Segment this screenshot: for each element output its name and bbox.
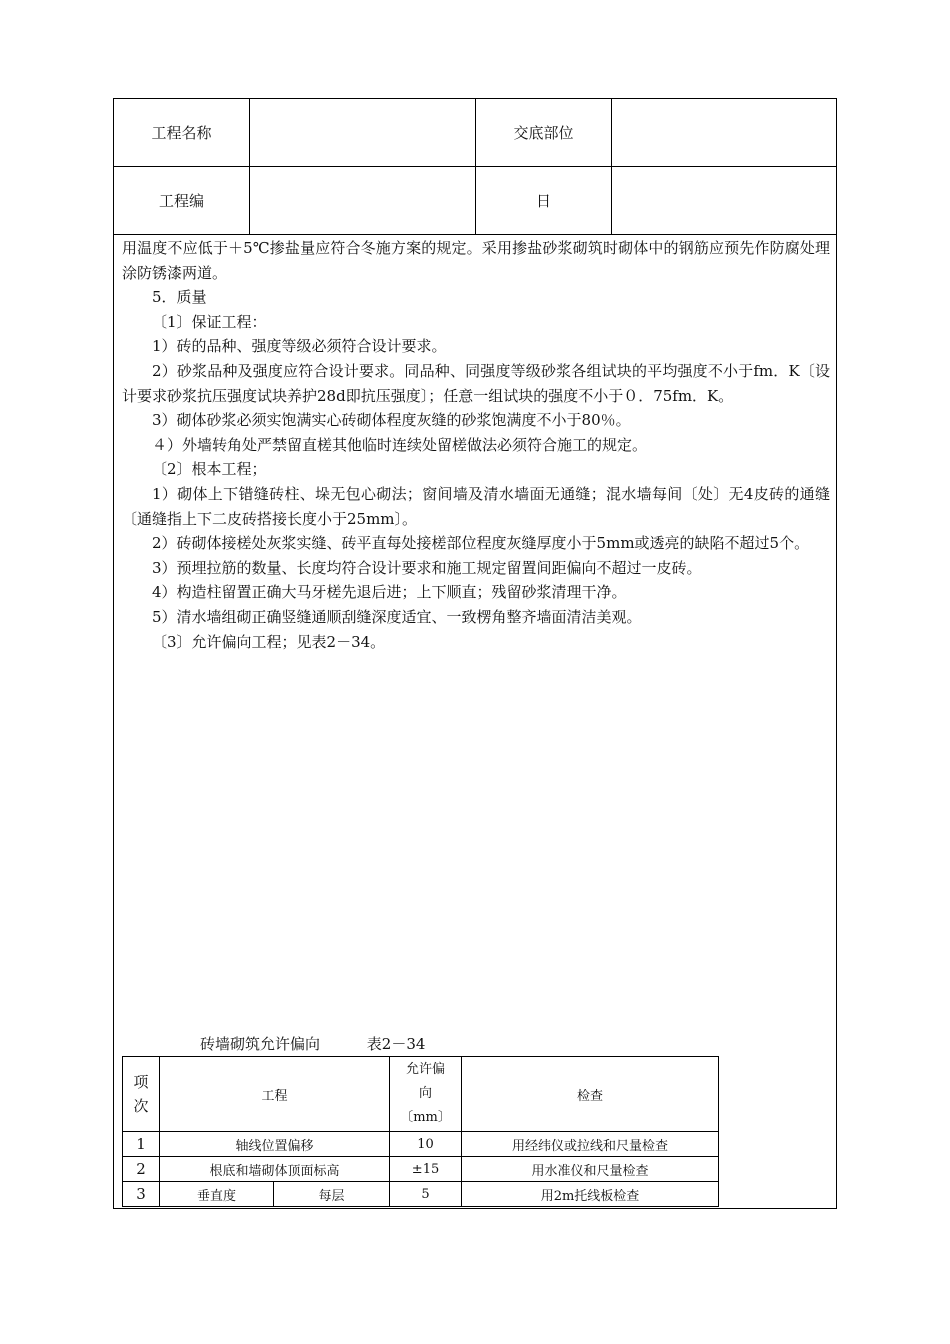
table-caption [200, 1033, 425, 1054]
paragraph: 用温度不应低于＋5℃掺盐量应符合冬施方案的规定。采用掺盐砂浆砌筑时砌体中的钢筋应预先作防腐处理涂防锈漆两道。 [122, 239, 830, 282]
row-tolerance: 10 [390, 1132, 462, 1157]
date-label: 日 [476, 167, 612, 234]
table-row [123, 1182, 719, 1207]
paragraph: 2）砂浆品种及强度应符合设计要求。同品种、同强度等级砂浆各组试块的平均强度不小于fm．K〔设计要求砂浆抗压强度试块养护28d即抗压强度〕；任意一组试块的强度不小于０．75fm．K。 [122, 361, 830, 405]
paragraph: 2）砖砌体接槎处灰浆实缝、砖平直每处接槎部位程度灰缝厚度小于5mm或透亮的缺陷不超过5个。 [152, 534, 810, 553]
row-inspection: 用水准仪和尺量检查 [462, 1157, 719, 1182]
row-inspection: 用2m托线板检查 [462, 1182, 719, 1207]
table-row [123, 1132, 719, 1157]
header-inspection: 检查 [462, 1057, 719, 1132]
paragraph: ４）外墙转角处严禁留直槎其他临时连续处留槎做法必须符合施工的规定。 [152, 435, 648, 454]
project-name-label: 工程名称 [114, 99, 250, 166]
row-project: 轴线位置偏移 [160, 1132, 390, 1157]
deviation-table [122, 1056, 719, 1207]
header-item-no: 项 次 [123, 1057, 160, 1132]
row-tolerance: 5 [390, 1182, 462, 1207]
subsection-heading: 〔3〕允许偏向工程；见表2－34。 [152, 632, 386, 651]
row-no: 2 [123, 1157, 160, 1182]
table-header-row [123, 1057, 719, 1132]
row-inspection: 用经纬仪或拉线和尺量检查 [462, 1132, 719, 1157]
row-project-main: 垂直度 [160, 1182, 274, 1207]
paragraph: 3）预埋拉筋的数量、长度均符合设计要求和施工规定留置间距偏向不超过一皮砖。 [152, 558, 702, 577]
table-title: 砖墙砌筑允许偏向 [200, 1035, 321, 1053]
row-no: 1 [123, 1132, 160, 1157]
date-value [612, 167, 836, 234]
row-tolerance: ±15 [390, 1157, 462, 1182]
paragraph: 1）砖的品种、强度等级必须符合设计要求。 [152, 337, 447, 356]
subsection-heading: 〔2〕根本工程； [152, 460, 267, 479]
header-row-1 [114, 99, 836, 167]
project-number-value [250, 167, 476, 234]
paragraph: 4）构造柱留置正确大马牙槎先退后进；上下顺直；残留砂浆清理干净。 [152, 583, 627, 602]
paragraph: 3）砌体砂浆必须实饱满实心砖砌体程度灰缝的砂浆饱满度不小于80％。 [152, 411, 631, 430]
project-name-value [250, 99, 476, 166]
subsection-heading: 〔1〕保证工程： [152, 312, 267, 331]
table-number: 表2－34 [366, 1035, 426, 1053]
header-project: 工程 [160, 1057, 390, 1132]
row-no: 3 [123, 1182, 160, 1207]
section-heading: 5．质量 [152, 288, 207, 307]
disclosure-section-value [612, 99, 836, 166]
header-tolerance: 允许偏 向 〔mm〕 [390, 1057, 462, 1132]
disclosure-section-label: 交底部位 [476, 99, 612, 166]
body-text [122, 236, 830, 654]
header-row-2 [114, 167, 836, 235]
row-project: 根底和墙砌体顶面标高 [160, 1157, 390, 1182]
table-row [123, 1157, 719, 1182]
project-number-label: 工程编 [114, 167, 250, 234]
row-project-sub: 每层 [274, 1182, 390, 1207]
paragraph: 1）砌体上下错缝砖柱、垛无包心砌法；窗间墙及清水墙面无通缝；混水墙每间〔处〕无4皮砖的通缝〔通缝指上下二皮砖搭接长度小于25mm〕。 [122, 484, 830, 528]
paragraph: 5）清水墙组砌正确竖缝通顺刮缝深度适宜、一致楞角整齐墙面清洁美观。 [152, 607, 642, 626]
